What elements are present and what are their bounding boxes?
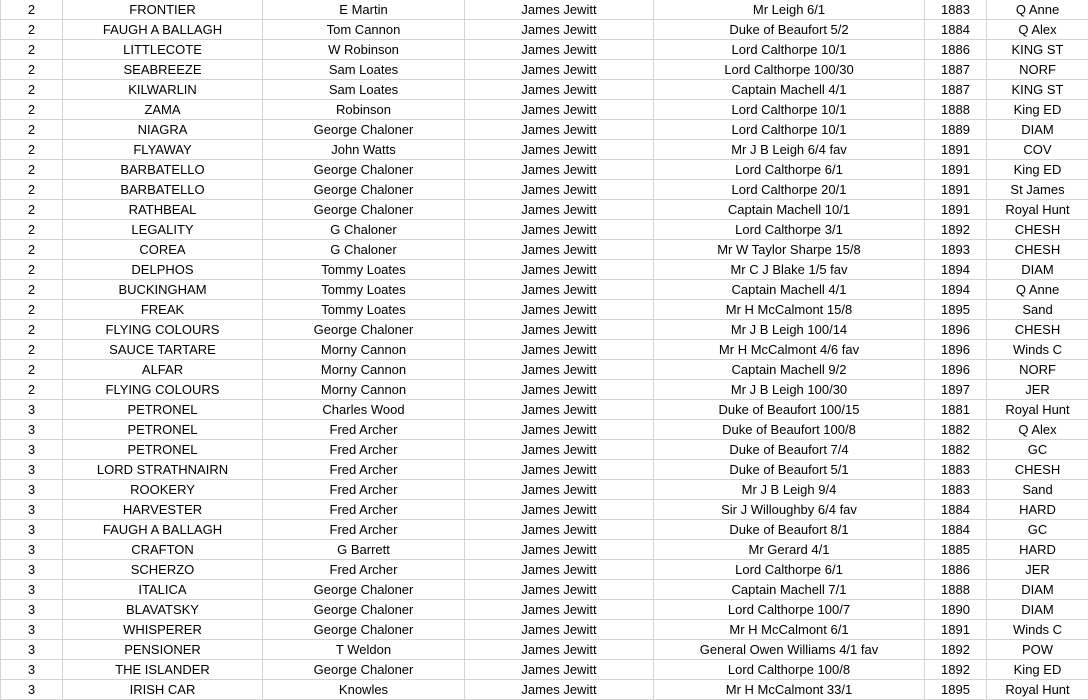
table-row <box>1 200 1088 220</box>
age-cell[interactable]: 2 <box>1 180 63 200</box>
year-cell[interactable]: 1891 <box>925 200 987 220</box>
owner-odds-cell[interactable]: Duke of Beaufort 5/1 <box>654 460 925 480</box>
owner-odds-cell[interactable]: Lord Calthorpe 3/1 <box>654 220 925 240</box>
horse-cell[interactable]: PETRONEL <box>63 420 263 440</box>
age-cell[interactable]: 3 <box>1 440 63 460</box>
year-cell[interactable]: 1891 <box>925 140 987 160</box>
trainer-cell[interactable]: James Jewitt <box>465 520 654 540</box>
horse-cell[interactable]: LITTLECOTE <box>63 40 263 60</box>
owner-odds-cell[interactable]: Captain Machell 4/1 <box>654 80 925 100</box>
race-cell[interactable]: CHESH <box>987 460 1088 480</box>
age-cell[interactable]: 3 <box>1 600 63 620</box>
race-cell[interactable]: CHESH <box>987 240 1088 260</box>
trainer-cell[interactable]: James Jewitt <box>465 540 654 560</box>
owner-odds-cell[interactable]: Mr C J Blake 1/5 fav <box>654 260 925 280</box>
year-cell[interactable]: 1883 <box>925 480 987 500</box>
owner-odds-cell[interactable]: Mr J B Leigh 100/14 <box>654 320 925 340</box>
jockey-cell[interactable]: Tom Cannon <box>263 20 465 40</box>
jockey-cell[interactable]: Charles Wood <box>263 400 465 420</box>
jockey-cell[interactable]: Fred Archer <box>263 520 465 540</box>
year-cell[interactable]: 1886 <box>925 40 987 60</box>
age-cell[interactable]: 2 <box>1 280 63 300</box>
race-cell[interactable]: DIAM <box>987 260 1088 280</box>
horse-cell[interactable]: FRONTIER <box>63 0 263 20</box>
owner-odds-cell[interactable]: Lord Calthorpe 10/1 <box>654 100 925 120</box>
trainer-cell[interactable]: James Jewitt <box>465 80 654 100</box>
table-row <box>1 520 1088 540</box>
year-cell[interactable]: 1889 <box>925 120 987 140</box>
horse-cell[interactable]: ROOKERY <box>63 480 263 500</box>
jockey-cell[interactable]: G Barrett <box>263 540 465 560</box>
race-cell[interactable]: GC <box>987 440 1088 460</box>
age-cell[interactable]: 2 <box>1 340 63 360</box>
year-cell[interactable]: 1894 <box>925 260 987 280</box>
table-row <box>1 580 1088 600</box>
trainer-cell[interactable]: James Jewitt <box>465 180 654 200</box>
trainer-cell[interactable]: James Jewitt <box>465 480 654 500</box>
trainer-cell[interactable]: James Jewitt <box>465 360 654 380</box>
jockey-cell[interactable]: Tommy Loates <box>263 300 465 320</box>
year-cell[interactable]: 1895 <box>925 300 987 320</box>
table-row <box>1 540 1088 560</box>
age-cell[interactable]: 2 <box>1 60 63 80</box>
jockey-cell[interactable]: Fred Archer <box>263 480 465 500</box>
horse-cell[interactable]: FREAK <box>63 300 263 320</box>
trainer-cell[interactable]: James Jewitt <box>465 40 654 60</box>
jockey-cell[interactable]: George Chaloner <box>263 660 465 680</box>
trainer-cell[interactable]: James Jewitt <box>465 400 654 420</box>
year-cell[interactable]: 1891 <box>925 180 987 200</box>
horse-cell[interactable]: BUCKINGHAM <box>63 280 263 300</box>
race-cell[interactable]: HARD <box>987 500 1088 520</box>
table-row <box>1 380 1088 400</box>
horse-cell[interactable]: FLYAWAY <box>63 140 263 160</box>
age-cell[interactable]: 2 <box>1 200 63 220</box>
race-cell[interactable]: Winds C <box>987 620 1088 640</box>
trainer-cell[interactable]: James Jewitt <box>465 380 654 400</box>
year-cell[interactable]: 1884 <box>925 500 987 520</box>
trainer-cell[interactable]: James Jewitt <box>465 580 654 600</box>
table-row <box>1 0 1088 20</box>
race-cell[interactable]: Sand <box>987 480 1088 500</box>
year-cell[interactable]: 1890 <box>925 600 987 620</box>
owner-odds-cell[interactable]: Mr J B Leigh 6/4 fav <box>654 140 925 160</box>
jockey-cell[interactable]: Sam Loates <box>263 60 465 80</box>
jockey-cell[interactable]: George Chaloner <box>263 180 465 200</box>
age-cell[interactable]: 2 <box>1 380 63 400</box>
jockey-cell[interactable]: Morny Cannon <box>263 360 465 380</box>
race-cell[interactable]: King ED <box>987 100 1088 120</box>
table-row <box>1 440 1088 460</box>
trainer-cell[interactable]: James Jewitt <box>465 320 654 340</box>
age-cell[interactable]: 3 <box>1 500 63 520</box>
race-cell[interactable]: Royal Hunt <box>987 400 1088 420</box>
table-row <box>1 620 1088 640</box>
owner-odds-cell[interactable]: Duke of Beaufort 8/1 <box>654 520 925 540</box>
race-cell[interactable]: DIAM <box>987 120 1088 140</box>
age-cell[interactable]: 2 <box>1 220 63 240</box>
age-cell[interactable]: 3 <box>1 420 63 440</box>
jockey-cell[interactable]: George Chaloner <box>263 200 465 220</box>
jockey-cell[interactable]: Tommy Loates <box>263 280 465 300</box>
jockey-cell[interactable]: Morny Cannon <box>263 380 465 400</box>
owner-odds-cell[interactable]: Duke of Beaufort 7/4 <box>654 440 925 460</box>
table-row <box>1 680 1088 700</box>
table-row <box>1 340 1088 360</box>
year-cell[interactable]: 1884 <box>925 520 987 540</box>
horse-cell[interactable]: ZAMA <box>63 100 263 120</box>
race-cell[interactable]: NORF <box>987 360 1088 380</box>
trainer-cell[interactable]: James Jewitt <box>465 120 654 140</box>
owner-odds-cell[interactable]: Captain Machell 9/2 <box>654 360 925 380</box>
age-cell[interactable]: 3 <box>1 540 63 560</box>
age-cell[interactable]: 2 <box>1 0 63 20</box>
jockey-cell[interactable]: T Weldon <box>263 640 465 660</box>
race-cell[interactable]: JER <box>987 560 1088 580</box>
table-row <box>1 140 1088 160</box>
jockey-cell[interactable]: Fred Archer <box>263 440 465 460</box>
year-cell[interactable]: 1896 <box>925 360 987 380</box>
age-cell[interactable]: 3 <box>1 460 63 480</box>
year-cell[interactable]: 1887 <box>925 80 987 100</box>
trainer-cell[interactable]: James Jewitt <box>465 140 654 160</box>
horse-cell[interactable]: IRISH CAR <box>63 680 263 700</box>
table-row <box>1 640 1088 660</box>
age-cell[interactable]: 2 <box>1 120 63 140</box>
trainer-cell[interactable]: James Jewitt <box>465 0 654 20</box>
owner-odds-cell[interactable]: Mr H McCalmont 33/1 <box>654 680 925 700</box>
jockey-cell[interactable]: E Martin <box>263 0 465 20</box>
year-cell[interactable]: 1896 <box>925 340 987 360</box>
owner-odds-cell[interactable]: Sir J Willoughby 6/4 fav <box>654 500 925 520</box>
horse-cell[interactable]: SAUCE TARTARE <box>63 340 263 360</box>
age-cell[interactable]: 2 <box>1 80 63 100</box>
horse-cell[interactable]: THE ISLANDER <box>63 660 263 680</box>
table-row <box>1 220 1088 240</box>
trainer-cell[interactable]: James Jewitt <box>465 420 654 440</box>
race-cell[interactable]: HARD <box>987 540 1088 560</box>
horse-cell[interactable]: BLAVATSKY <box>63 600 263 620</box>
horse-cell[interactable]: DELPHOS <box>63 260 263 280</box>
age-cell[interactable]: 2 <box>1 260 63 280</box>
race-cell[interactable]: POW <box>987 640 1088 660</box>
year-cell[interactable]: 1882 <box>925 440 987 460</box>
trainer-cell[interactable]: James Jewitt <box>465 20 654 40</box>
year-cell[interactable]: 1892 <box>925 660 987 680</box>
race-cell[interactable]: GC <box>987 520 1088 540</box>
year-cell[interactable]: 1881 <box>925 400 987 420</box>
horse-cell[interactable]: WHISPERER <box>63 620 263 640</box>
age-cell[interactable]: 2 <box>1 300 63 320</box>
race-cell[interactable]: KING ST <box>987 80 1088 100</box>
year-cell[interactable]: 1883 <box>925 0 987 20</box>
jockey-cell[interactable]: Tommy Loates <box>263 260 465 280</box>
table-row <box>1 80 1088 100</box>
jockey-cell[interactable]: George Chaloner <box>263 620 465 640</box>
race-cell[interactable]: DIAM <box>987 580 1088 600</box>
trainer-cell[interactable]: James Jewitt <box>465 660 654 680</box>
jockey-cell[interactable]: Fred Archer <box>263 500 465 520</box>
jockey-cell[interactable]: G Chaloner <box>263 240 465 260</box>
trainer-cell[interactable]: James Jewitt <box>465 100 654 120</box>
age-cell[interactable]: 3 <box>1 640 63 660</box>
trainer-cell[interactable]: James Jewitt <box>465 500 654 520</box>
race-cell[interactable]: Royal Hunt <box>987 200 1088 220</box>
owner-odds-cell[interactable]: Mr H McCalmont 4/6 fav <box>654 340 925 360</box>
trainer-cell[interactable]: James Jewitt <box>465 680 654 700</box>
table-row <box>1 280 1088 300</box>
jockey-cell[interactable]: Knowles <box>263 680 465 700</box>
owner-odds-cell[interactable]: Mr J B Leigh 9/4 <box>654 480 925 500</box>
year-cell[interactable]: 1888 <box>925 580 987 600</box>
owner-odds-cell[interactable]: Mr H McCalmont 6/1 <box>654 620 925 640</box>
owner-odds-cell[interactable]: Lord Calthorpe 100/7 <box>654 600 925 620</box>
horse-cell[interactable]: FLYING COLOURS <box>63 320 263 340</box>
trainer-cell[interactable]: James Jewitt <box>465 600 654 620</box>
age-cell[interactable]: 2 <box>1 240 63 260</box>
trainer-cell[interactable]: James Jewitt <box>465 60 654 80</box>
owner-odds-cell[interactable]: Captain Machell 7/1 <box>654 580 925 600</box>
owner-odds-cell[interactable]: General Owen Williams 4/1 fav <box>654 640 925 660</box>
horse-cell[interactable]: PENSIONER <box>63 640 263 660</box>
horse-cell[interactable]: LEGALITY <box>63 220 263 240</box>
owner-odds-cell[interactable]: Lord Calthorpe 6/1 <box>654 560 925 580</box>
age-cell[interactable]: 2 <box>1 20 63 40</box>
horse-cell[interactable]: COREA <box>63 240 263 260</box>
year-cell[interactable]: 1888 <box>925 100 987 120</box>
owner-odds-cell[interactable]: Mr J B Leigh 100/30 <box>654 380 925 400</box>
jockey-cell[interactable]: George Chaloner <box>263 600 465 620</box>
race-cell[interactable]: COV <box>987 140 1088 160</box>
jockey-cell[interactable]: Morny Cannon <box>263 340 465 360</box>
race-cell[interactable]: NORF <box>987 60 1088 80</box>
trainer-cell[interactable]: James Jewitt <box>465 640 654 660</box>
trainer-cell[interactable]: James Jewitt <box>465 160 654 180</box>
table-row <box>1 40 1088 60</box>
table-row <box>1 240 1088 260</box>
table-row <box>1 160 1088 180</box>
age-cell[interactable]: 2 <box>1 40 63 60</box>
table-row <box>1 20 1088 40</box>
horse-cell[interactable]: CRAFTON <box>63 540 263 560</box>
trainer-cell[interactable]: James Jewitt <box>465 260 654 280</box>
owner-odds-cell[interactable]: Mr Gerard 4/1 <box>654 540 925 560</box>
jockey-cell[interactable]: Fred Archer <box>263 420 465 440</box>
race-cell[interactable]: Q Anne <box>987 280 1088 300</box>
horse-cell[interactable]: NIAGRA <box>63 120 263 140</box>
age-cell[interactable]: 3 <box>1 560 63 580</box>
horse-cell[interactable]: FLYING COLOURS <box>63 380 263 400</box>
race-cell[interactable]: JER <box>987 380 1088 400</box>
horse-cell[interactable]: LORD STRATHNAIRN <box>63 460 263 480</box>
owner-odds-cell[interactable]: Lord Calthorpe 10/1 <box>654 120 925 140</box>
jockey-cell[interactable]: George Chaloner <box>263 580 465 600</box>
age-cell[interactable]: 2 <box>1 160 63 180</box>
jockey-cell[interactable]: George Chaloner <box>263 320 465 340</box>
year-cell[interactable]: 1891 <box>925 620 987 640</box>
trainer-cell[interactable]: James Jewitt <box>465 560 654 580</box>
year-cell[interactable]: 1895 <box>925 680 987 700</box>
table-row <box>1 400 1088 420</box>
table-row <box>1 500 1088 520</box>
horse-cell[interactable]: HARVESTER <box>63 500 263 520</box>
jockey-cell[interactable]: W Robinson <box>263 40 465 60</box>
table-row <box>1 180 1088 200</box>
jockey-cell[interactable]: Robinson <box>263 100 465 120</box>
table-row <box>1 600 1088 620</box>
race-cell[interactable]: Royal Hunt <box>987 680 1088 700</box>
age-cell[interactable]: 2 <box>1 100 63 120</box>
year-cell[interactable]: 1883 <box>925 460 987 480</box>
owner-odds-cell[interactable]: Duke of Beaufort 100/15 <box>654 400 925 420</box>
trainer-cell[interactable]: James Jewitt <box>465 200 654 220</box>
year-cell[interactable]: 1884 <box>925 20 987 40</box>
horse-cell[interactable]: SCHERZO <box>63 560 263 580</box>
table-row <box>1 560 1088 580</box>
year-cell[interactable]: 1891 <box>925 160 987 180</box>
owner-odds-cell[interactable]: Captain Machell 10/1 <box>654 200 925 220</box>
age-cell[interactable]: 3 <box>1 620 63 640</box>
owner-odds-cell[interactable]: Mr Leigh 6/1 <box>654 0 925 20</box>
jockey-cell[interactable]: G Chaloner <box>263 220 465 240</box>
horse-cell[interactable]: PETRONEL <box>63 400 263 420</box>
race-cell[interactable]: Sand <box>987 300 1088 320</box>
age-cell[interactable]: 3 <box>1 520 63 540</box>
age-cell[interactable]: 3 <box>1 480 63 500</box>
horse-cell[interactable]: ALFAR <box>63 360 263 380</box>
age-cell[interactable]: 2 <box>1 320 63 340</box>
year-cell[interactable]: 1892 <box>925 640 987 660</box>
horse-cell[interactable]: FAUGH A BALLAGH <box>63 20 263 40</box>
age-cell[interactable]: 3 <box>1 680 63 700</box>
horse-cell[interactable]: RATHBEAL <box>63 200 263 220</box>
table-row <box>1 660 1088 680</box>
owner-odds-cell[interactable]: Captain Machell 4/1 <box>654 280 925 300</box>
year-cell[interactable]: 1886 <box>925 560 987 580</box>
race-cell[interactable]: Q Alex <box>987 20 1088 40</box>
owner-odds-cell[interactable]: Mr W Taylor Sharpe 15/8 <box>654 240 925 260</box>
spreadsheet-body <box>1 0 1088 700</box>
race-cell[interactable]: Winds C <box>987 340 1088 360</box>
owner-odds-cell[interactable]: Duke of Beaufort 5/2 <box>654 20 925 40</box>
age-cell[interactable]: 2 <box>1 140 63 160</box>
jockey-cell[interactable]: Fred Archer <box>263 460 465 480</box>
trainer-cell[interactable]: James Jewitt <box>465 280 654 300</box>
owner-odds-cell[interactable]: Duke of Beaufort 100/8 <box>654 420 925 440</box>
horse-cell[interactable]: BARBATELLO <box>63 180 263 200</box>
age-cell[interactable]: 2 <box>1 360 63 380</box>
horse-cell[interactable]: PETRONEL <box>63 440 263 460</box>
race-cell[interactable]: King ED <box>987 160 1088 180</box>
owner-odds-cell[interactable]: Lord Calthorpe 20/1 <box>654 180 925 200</box>
year-cell[interactable]: 1882 <box>925 420 987 440</box>
owner-odds-cell[interactable]: Lord Calthorpe 100/30 <box>654 60 925 80</box>
table-row <box>1 420 1088 440</box>
owner-odds-cell[interactable]: Lord Calthorpe 10/1 <box>654 40 925 60</box>
year-cell[interactable]: 1892 <box>925 220 987 240</box>
trainer-cell[interactable]: James Jewitt <box>465 460 654 480</box>
year-cell[interactable]: 1887 <box>925 60 987 80</box>
table-row <box>1 100 1088 120</box>
year-cell[interactable]: 1885 <box>925 540 987 560</box>
jockey-cell[interactable]: John Watts <box>263 140 465 160</box>
race-cell[interactable]: Q Anne <box>987 0 1088 20</box>
race-cell[interactable]: KING ST <box>987 40 1088 60</box>
race-cell[interactable]: St James <box>987 180 1088 200</box>
jockey-cell[interactable]: George Chaloner <box>263 160 465 180</box>
horse-cell[interactable]: FAUGH A BALLAGH <box>63 520 263 540</box>
age-cell[interactable]: 3 <box>1 400 63 420</box>
trainer-cell[interactable]: James Jewitt <box>465 340 654 360</box>
table-row <box>1 360 1088 380</box>
table-row <box>1 460 1088 480</box>
age-cell[interactable]: 3 <box>1 660 63 680</box>
table-row <box>1 480 1088 500</box>
table-row <box>1 320 1088 340</box>
horse-cell[interactable]: KILWARLIN <box>63 80 263 100</box>
table-row <box>1 120 1088 140</box>
jockey-cell[interactable]: Fred Archer <box>263 560 465 580</box>
owner-odds-cell[interactable]: Mr H McCalmont 15/8 <box>654 300 925 320</box>
year-cell[interactable]: 1897 <box>925 380 987 400</box>
table-row <box>1 60 1088 80</box>
race-cell[interactable]: Q Alex <box>987 420 1088 440</box>
year-cell[interactable]: 1893 <box>925 240 987 260</box>
trainer-cell[interactable]: James Jewitt <box>465 240 654 260</box>
race-cell[interactable]: CHESH <box>987 320 1088 340</box>
jockey-cell[interactable]: Sam Loates <box>263 80 465 100</box>
race-cell[interactable]: CHESH <box>987 220 1088 240</box>
owner-odds-cell[interactable]: Lord Calthorpe 100/8 <box>654 660 925 680</box>
horse-cell[interactable]: SEABREEZE <box>63 60 263 80</box>
table-row <box>1 260 1088 280</box>
year-cell[interactable]: 1894 <box>925 280 987 300</box>
owner-odds-cell[interactable]: Lord Calthorpe 6/1 <box>654 160 925 180</box>
table-row <box>1 300 1088 320</box>
horse-cell[interactable]: ITALICA <box>63 580 263 600</box>
race-cell[interactable]: King ED <box>987 660 1088 680</box>
trainer-cell[interactable]: James Jewitt <box>465 220 654 240</box>
trainer-cell[interactable]: James Jewitt <box>465 620 654 640</box>
jockey-cell[interactable]: George Chaloner <box>263 120 465 140</box>
horse-cell[interactable]: BARBATELLO <box>63 160 263 180</box>
trainer-cell[interactable]: James Jewitt <box>465 440 654 460</box>
year-cell[interactable]: 1896 <box>925 320 987 340</box>
trainer-cell[interactable]: James Jewitt <box>465 300 654 320</box>
age-cell[interactable]: 3 <box>1 580 63 600</box>
race-cell[interactable]: DIAM <box>987 600 1088 620</box>
